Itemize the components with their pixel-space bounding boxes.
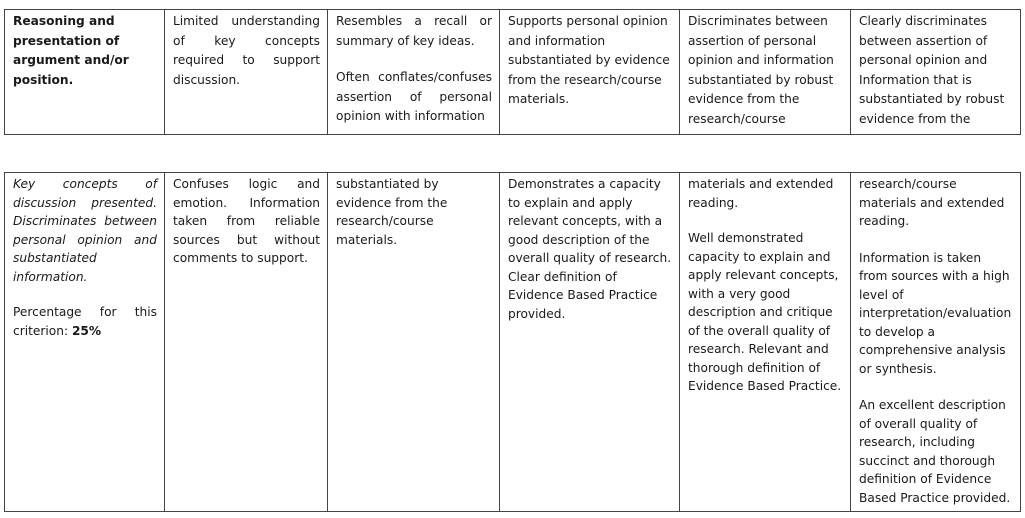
grade-2-text: substantiated by evidence from the research/course materials. (336, 177, 448, 247)
grade-1-text: Limited understanding of key concepts required to support discussion. (173, 14, 320, 87)
grade-4-text: Discriminates between assertion of personal opinion and information substantiated by robust evidence from the research/course (688, 14, 834, 126)
criterion-heading-cell (5, 10, 165, 135)
grade-cell-2 (328, 10, 500, 135)
table-row (5, 10, 1021, 135)
criterion-heading: Reasoning and presentation of argument and/or position. (13, 14, 129, 87)
percentage-label: Percentage for this criterion: (13, 305, 157, 338)
grade-5-text-c: An excellent description of overall quality of research, including succinct and thorough definition of Evidence Based Practice provided. (859, 398, 1011, 505)
percentage-value: 25% (71, 323, 102, 338)
grade-2-text-b: Often conflates/confuses assertion of personal opinion with information (336, 70, 492, 124)
grade-5-text-b: Information is taken from sources with a high level of interpretation/evaluation to develop a comprehensive analysis or synthesis. (859, 250, 1012, 376)
rubric-table-part-1 (4, 9, 1021, 135)
grade-cell-4 (680, 10, 851, 135)
grade-cell-3 (500, 10, 680, 135)
grade-cell-1 (165, 173, 328, 512)
percentage-line (13, 303, 157, 340)
grade-cell-5 (851, 173, 1021, 512)
grade-3-text: Supports personal opinion and information substantiated by evidence from the research/course materials. (508, 14, 670, 107)
grade-5-text-a: research/course materials and extended reading. (859, 177, 1005, 228)
criterion-description: Key concepts of discussion presented. Discriminates between personal opinion and substantiated information. (13, 177, 157, 284)
grade-4-text-a: materials and extended reading. (688, 177, 834, 210)
grade-1-text: Confuses logic and emotion. Information taken from reliable sources but without comments to support. (173, 177, 320, 265)
grade-3-text: Demonstrates a capacity to explain and apply relevant concepts, with a good description of the overall quality of research. Clear definition of Evidence Based Practice provided. (508, 177, 672, 321)
criterion-description-cell (5, 173, 165, 512)
rubric-table-part-2 (4, 172, 1021, 512)
grade-5-text: Clearly discriminates between assertion of personal opinion and Information that is substantiated by robust evidence from the (859, 14, 1005, 126)
grade-cell-3 (500, 173, 680, 512)
grade-cell-5 (851, 10, 1021, 135)
table-row (5, 173, 1021, 512)
grade-2-text-a: Resembles a recall or summary of key ideas. (336, 14, 492, 48)
grade-4-text-b: Well demonstrated capacity to explain and apply relevant concepts, with a very good description and critique of the overall quality of research. Relevant and thorough definition of Evidence Based Practice. (688, 231, 842, 393)
grade-cell-2 (328, 173, 500, 512)
grade-cell-4 (680, 173, 851, 512)
grade-cell-1 (165, 10, 328, 135)
